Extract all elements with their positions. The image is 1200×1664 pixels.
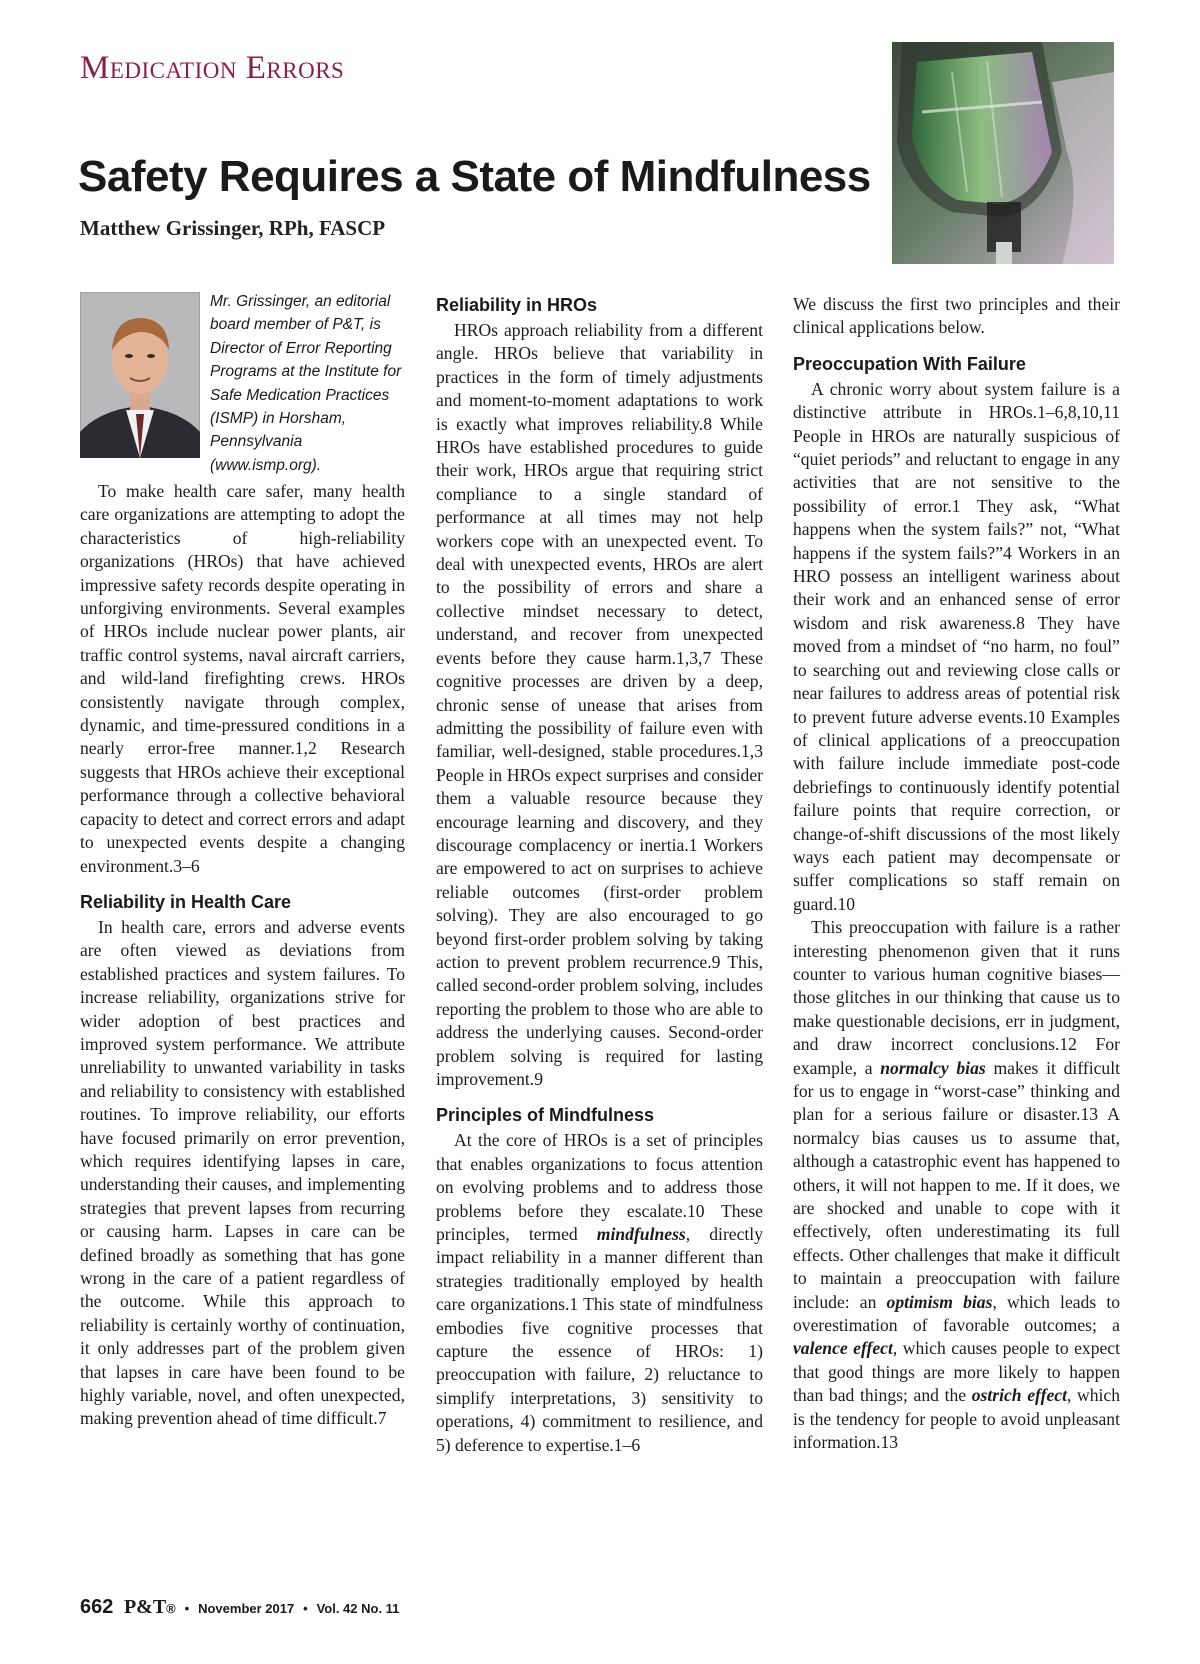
author-bio xyxy=(80,290,405,474)
bio-text: Mr. Grissinger, an editorial board member of P&T, is Director of Error Reporting Programs at the Institute for Safe Medication Practices (ISMP) in Horsham, Pennsylvania (www.ismp.org). xyxy=(210,293,402,474)
article-title: Safety Requires a State of Mindfulness xyxy=(78,152,871,201)
term-mindfulness: mindfulness xyxy=(596,1224,686,1245)
preoccupation-paragraph: A chronic worry about system failure is a distinctive attribute in HROs.1–6,8,10,11 People in HROs are naturally suspicious of “quiet periods” and reluctant to engage in any activities that are not sensitive to the possibility of error.1 They ask, “What happens when the system fails?” not, “What happens if the system fails?”4 Workers in an HRO possess an intelligent wariness about their work and an enhanced sense of error wisdom and risk awareness.8 They have moved from a mindset of “no harm, no foul” to searching out and reviewing close calls or near failures to address areas of potential risk to prevent future adverse events.10 Examples of clinical applications of a preoccupation with failure include immediate post-code debriefings to continuously identify potential failure points that require correction, or change-of-shift discussions of the most likely ways each patient may decompensate or suffer complications so staff remain on guard.10 xyxy=(793,378,1120,914)
iv-bag-image xyxy=(892,42,1114,264)
page-number: 662 xyxy=(80,1596,114,1618)
health-care-paragraph: In health care, errors and adverse events are often viewed as deviations from established practices and system failures. To increase reliability, organizations strive for wider adoption of best practices and improved system performance. We attribute unreliability to unwanted variability in tasks and reliability to consistency with established routines. To improve reliability, our efforts have focused primarily on error prevention, which requires identifying lapses in care, understanding their causes, and implementing strategies that prevent lapses from recurring or causing harm. Lapses in care can be defined broadly as something that has gone wrong in the care of a patient regardless of the outcome. While this approach to reliability is certainly worthy of continuation, it only addresses part of the problem given that lapses in care have been found to be highly variable, novel, and often unexpected, making prevention ahead of time difficult.7 xyxy=(80,916,405,1429)
author-byline: Matthew Grissinger, RPh, FASCP xyxy=(80,216,386,240)
mindfulness-paragraph: At the core of HROs is a set of principles that enables organizations to focus attention on evolving problems and to address those problems before they escalate.10 These principles, termed mindfulness, directly impact reliability in a manner different than strategies traditionally employed by health care organizations.1 This state of mindfulness embodies five cognitive processes that capture the essence of HROs: 1) preoccupation with failure, 2) reluctance to simplify interpretations, 3) sensitivity to operations, 4) commitment to resilience, and 5) deference to expertise.1–6 xyxy=(436,1130,763,1455)
biases-paragraph: This preoccupation with failure is a rather interesting phenomenon given that it runs counter to various human cognitive biases—those glitches in our thinking that cause us to make questionable decisions, err in judgment, and draw incorrect conclusions.12 For example, a normalcy bias makes it difficult for us to engage in “worst-case” thinking and plan for a serious failure or disaster.13 A normalcy bias causes us to assume that, although a catastrophic event has happened to others, it will not happen to me. If it does, we are shocked and unable to cope with it effectively, often underestimating its full effects. Other challenges that make it difficult to maintain a preoccupation with failure include: an optimism bias, which leads to overestimation of favorable outcomes; a valence effect, which causes people to expect that good things are more likely to happen than bad things; and the ostrich effect, which is the tendency for people to avoid unpleasant information.13 xyxy=(793,917,1121,1453)
term-valence-effect: valence effect xyxy=(793,1338,893,1359)
column-1 xyxy=(80,290,405,1431)
term-ostrich-effect: ostrich effect xyxy=(971,1385,1067,1406)
heading-reliability-health-care: Reliability in Health Care xyxy=(80,891,292,912)
term-optimism-bias: optimism bias xyxy=(886,1291,993,1312)
issue-date: November 2017 xyxy=(198,1601,295,1616)
hros-paragraph: HROs approach reliability from a different angle. HROs believe that variability in practices in the form of timely adjustments and moment-to-moment adaptations to work is exactly what improves reliability.8 While HROs have established procedures to guide their work, HROs argue that requiring strict compliance to a single standard of performance at all times may not help workers cope with an unexpected event. To deal with unexpected events, HROs are alert to the possibility of errors and share a collective mindset necessary to detect, understand, and recover from unexpected events before they cause harm.1,3,7 These cognitive processes are driven by a deep, chronic sense of unease that arises from admitting the possibility of failure even with familiar, well-designed, stable procedures.1,3 People in HROs expect surprises and consider them a valuable resource because they encourage learning and discovery, and they discourage complacency or inertia.1 Workers are empowered to act on surprises to achieve reliable outcomes (first-order problem solving). They are also encouraged to go beyond first-order problem solving by taking action to prevent problem recurrence.9 This, called second-order problem solving, includes reporting the problem to those who are able to address the underlying causes. Second-order problem solving is required for lasting improvement.9 xyxy=(436,320,763,1089)
column-3 xyxy=(793,293,1120,1455)
journal-name: P&T xyxy=(123,1596,167,1618)
page-footer: 662 P&T® • November 2017 • Vol. 42 No. 11 xyxy=(80,1596,400,1618)
column-2 xyxy=(436,293,763,1457)
heading-principles-mindfulness: Principles of Mindfulness xyxy=(436,1105,655,1126)
lead-paragraph: We discuss the first two principles and their clinical applications below. xyxy=(793,294,1120,338)
volume-info: Vol. 42 No. 11 xyxy=(316,1601,400,1616)
section-label: Medication Errors xyxy=(80,50,345,86)
heading-preoccupation-failure: Preoccupation With Failure xyxy=(793,353,1026,374)
author-portrait xyxy=(80,292,200,458)
term-normalcy-bias: normalcy bias xyxy=(880,1057,986,1078)
heading-reliability-hros: Reliability in HROs xyxy=(436,295,598,315)
intro-paragraph: To make health care safer, many health care organizations are attempting to adopt the characteristics of high-reliability organizations (HROs) that have achieved impressive safety records despite operating in unforgiving environments. Several examples of HROs include nuclear power plants, air traffic control systems, naval aircraft carriers, and wild-land firefighting crews. HROs consistently navigate through complex, dynamic, and time-pressured conditions in a nearly error-free manner.1,2 Research suggests that HROs achieve their exceptional performance through a collective behavioral capacity to detect and correct errors and adapt to unexpected events despite a changing environment.3–6 xyxy=(80,481,405,876)
